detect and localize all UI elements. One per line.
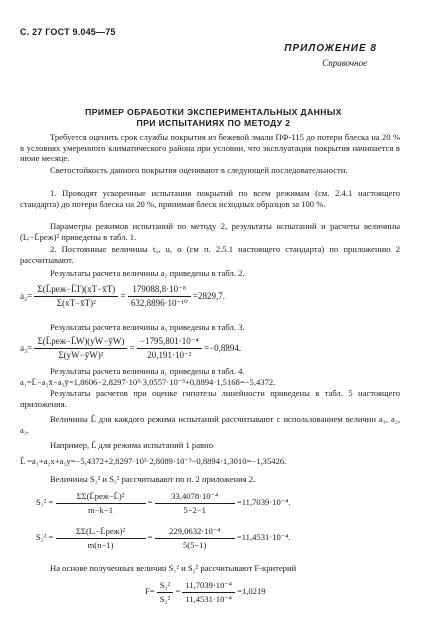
formula-s2-num-val: 229,0632·10⁻⁴ bbox=[155, 526, 235, 539]
formula-a2-lhs: a₂= bbox=[20, 290, 33, 301]
page-reference: С. 27 ГОСТ 9.045—75 bbox=[20, 27, 116, 37]
paragraph-s-values: Величины S₁² и S₂² рассчитывают по п. 2 приложения 2. bbox=[50, 474, 256, 484]
formula-f: F= $\frac{\text{S₁²}}{\text{S₂²}}$ = $\frac{\text{11,7039·10⁻⁴}}{\text{11,4531·10⁻⁴}}$ =1,0219 bbox=[145, 580, 266, 604]
formula-s2-den-val: 5(5−1) bbox=[182, 539, 207, 550]
paragraph-f-criterion: На основе полученных величин S₁² и S₂² рассчитывают F-критерий bbox=[50, 563, 297, 573]
paragraph-example: Например, L̂ для режима испытаний 1 равно bbox=[50, 440, 213, 450]
formula-f-den: S₂² bbox=[159, 593, 171, 604]
formula-l-hat: L̂ =a₁+a₂x+a₃y=−5,4372+2,8297·10³·2,8089·10⁻³−0,8894·1,3010=−1,35426. bbox=[20, 456, 287, 466]
formula-s1-lhs: S₁² = bbox=[36, 497, 54, 508]
formula-s2-den: m(n−1) bbox=[87, 539, 114, 550]
formula-a3-num: Σ(L̄реж−L̄W)(yW−ȳW) bbox=[34, 336, 127, 349]
paragraph-a3: Результаты расчета величины a₃ приведены в табл. 3. bbox=[50, 322, 245, 332]
formula-a3-den: Σ(yW−ȳW)² bbox=[58, 350, 104, 361]
paragraph-step-2: 2. Постоянные величины t₀, u, α (см п. 2.5.1 настоящего стандарта) по приложению 2 рассчитывают. bbox=[20, 244, 400, 265]
formula-f-num-val: 11,7039·10⁻⁴ bbox=[182, 580, 235, 593]
formula-a2-den: Σ(xT−x̄T)² bbox=[56, 298, 96, 309]
formula-a3-num-val: −1795,801·10⁻⁴ bbox=[137, 336, 202, 349]
formula-s1-den: m−k−1 bbox=[88, 504, 113, 515]
formula-s1-den-val: 5−2−1 bbox=[183, 504, 206, 515]
formula-s2-result: =11,4531·10⁻⁴. bbox=[236, 532, 291, 543]
section-title-line-2: ПРИ ИСПЫТАНИЯХ ПО МЕТОДУ 2 bbox=[136, 118, 291, 128]
formula-f-result: =1,0219 bbox=[237, 586, 266, 597]
formula-a2-result: =2829,7. bbox=[192, 290, 225, 301]
formula-a2-den-val: 632,8896·10⁻¹⁰ bbox=[130, 298, 188, 309]
appendix-title: ПРИЛОЖЕНИЕ 8 bbox=[284, 43, 377, 54]
paragraph-sequence: Светостойкость данного покрытия оценивают в следующей последовательности. bbox=[50, 165, 348, 175]
formula-a3-den-val: 20,191·10⁻² bbox=[147, 350, 192, 361]
formula-s1: S₁² = $\frac{\text{ΣΣ(L̄реж−L̂)²}}{m-k-1}$ = $\frac{\text{33,4078·10⁻⁴}}{5-2-1}$ =11,7039·10⁻⁴. bbox=[36, 491, 291, 515]
paragraph-table-1: Параметры режимов испытаний по методу 2, результаты испытаний и расчеты величины (Lᵢ−L̄реж)² приведены в табл. 1. bbox=[20, 221, 400, 242]
formula-f-lhs: F= bbox=[145, 586, 155, 597]
formula-a3: a₃= $\frac{\text{Σ(L̄реж−L̄W)(yW−ȳW)}}{\text{Σ(yW−ȳW)²}}$ = $\frac{\text{−1795,801·10⁻⁴}}{\text{20,191·10⁻²}}$ =−0,8894. bbox=[20, 336, 242, 361]
formula-s2: S₂² = $\frac{\text{ΣΣ(Lᵢ−L̄реж)²}}{m(n-1)}$ = $\frac{\text{229,0632·10⁻⁴}}{5(5-1)}$ =11,4531·10⁻⁴. bbox=[36, 526, 291, 550]
formula-s1-num: ΣΣ(L̄реж−L̂)² bbox=[56, 491, 146, 504]
formula-s1-num-val: 33,4078·10⁻⁴ bbox=[155, 491, 235, 504]
paragraph-a1: Результаты расчета величины a₁ приведены в табл. 4. bbox=[50, 366, 245, 376]
formula-a3-lhs: a₃= bbox=[20, 342, 33, 353]
paragraph-linearity: Результаты расчетов при оценке гипотезы линейности приведены в табл. 5 настоящего приложения. bbox=[20, 388, 400, 409]
formula-a2: a₂= $\frac{\text{Σ(L̄реж−L̄T)(xT−x̄T)}}{\text{Σ(xT−x̄T)²}}$ = $\frac{\text{179088,8·10⁻⁸}}{\text{632,8896·10⁻¹⁰}}$ =2829,7. bbox=[20, 284, 225, 309]
formula-s2-lhs: S₂² = bbox=[36, 532, 54, 543]
formula-a2-num-val: 179088,8·10⁻⁸ bbox=[128, 284, 191, 297]
paragraph-a2: Результаты расчета величины a₂ приведены в табл. 2. bbox=[50, 268, 245, 278]
formula-a3-result: =−0,8894. bbox=[203, 342, 242, 353]
formula-f-den-val: 11,4531·10⁻⁴ bbox=[185, 593, 232, 604]
paragraph-l-hat: Величины L̂ для каждого режима испытаний рассчитывают с использованием величин a₁, a₂, a₃. bbox=[20, 414, 400, 435]
paragraph-step-1: 1. Проводят ускоренные испытания покрытий по всем режимам (см. 2.4.1 настоящего стандарта) до потери блеска на 20 %, принимая блеск исходных образцов за 100 %. bbox=[20, 188, 400, 209]
section-title-line-1: ПРИМЕР ОБРАБОТКИ ЭКСПЕРИМЕНТАЛЬНЫХ ДАННЫХ bbox=[85, 107, 342, 117]
appendix-subtitle: Справочное bbox=[322, 58, 367, 68]
formula-a1: a₁=L̄−a₂x̄−a₃ȳ=1,8606−2,8297·10³·3,0557·10⁻³+0,8894·1,5168=−5,4372. bbox=[20, 377, 276, 387]
paragraph-task: Требуется оценить срок службы покрытия из бежевой эмали ПФ-115 до потери блеска на 20 % в условиях умеренного климатического района при условии, что эксплуатация покрытия начинается в июне месяце. bbox=[20, 132, 400, 164]
formula-s1-result: =11,7039·10⁻⁴. bbox=[236, 497, 291, 508]
formula-f-num: S₁² bbox=[157, 580, 173, 593]
formula-a2-num: Σ(L̄реж−L̄T)(xT−x̄T) bbox=[34, 284, 118, 297]
formula-s2-num: ΣΣ(Lᵢ−L̄реж)² bbox=[56, 526, 146, 539]
